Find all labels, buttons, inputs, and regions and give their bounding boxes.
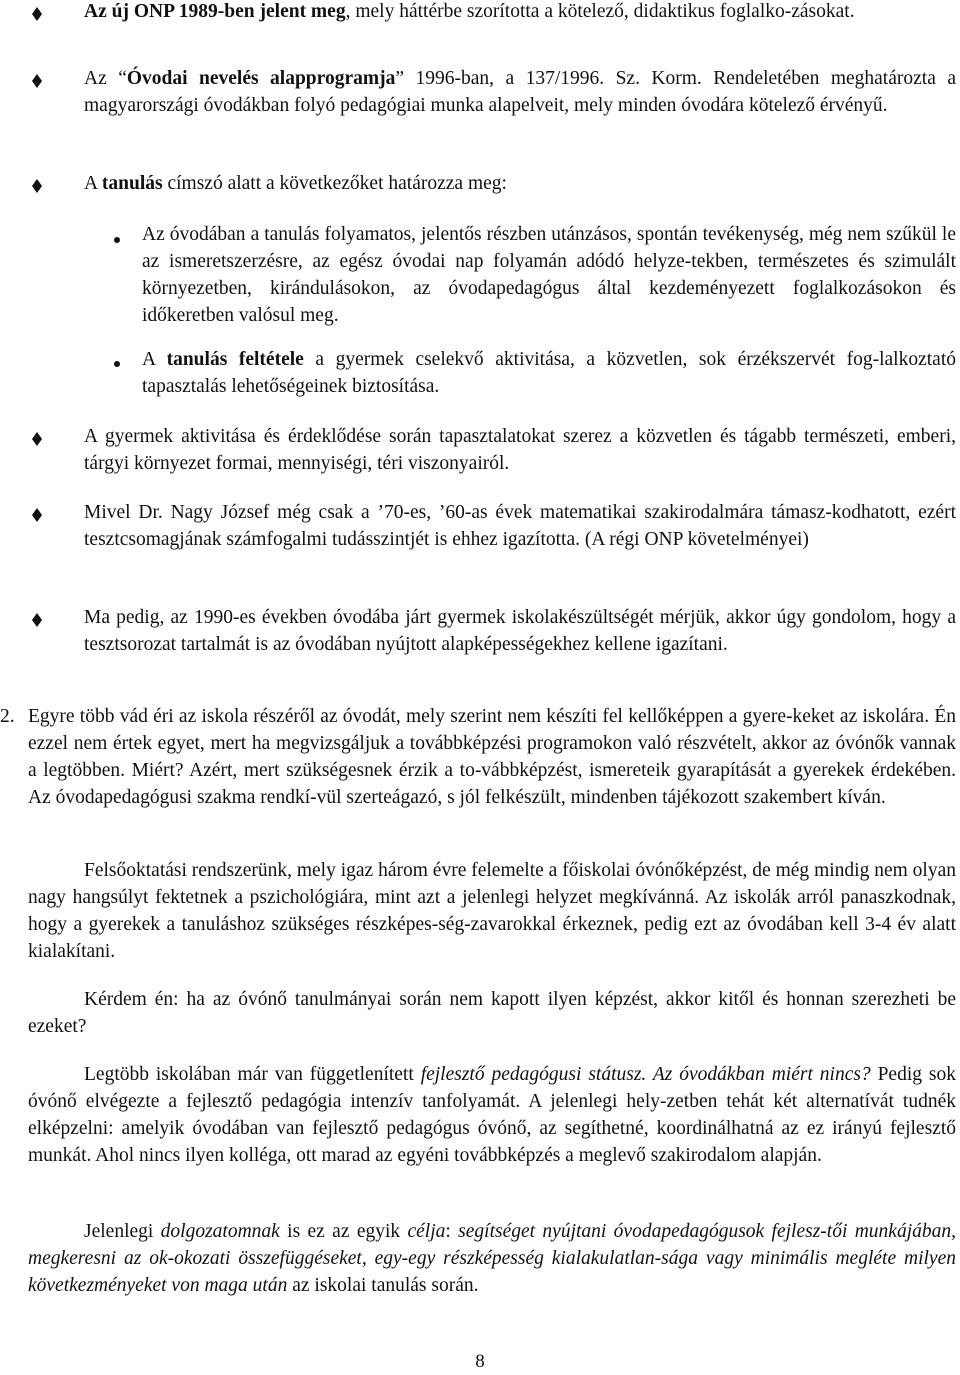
italic-text: célja [407,1221,446,1242]
numbered-item [28,703,956,811]
list-number: 2. [0,706,15,727]
text-run: Legtöbb iskolában már van függetlenített [84,1064,421,1085]
text-run: Felsőoktatási rendszerünk, mely igaz három évre felemelte a főiskolai óvónőképzést, de még mindig nem olyan nagy hangsúlyt fektetnek a pszichológiára, mint azt a jelenlegi helyzet megkívánná. Az iskolák arról panaszkodnak, hogy a gyerekek a tanuláshoz szükséges részképes-ség-zavarokkal érkeznek, pedig ezt az óvodában kell 3-4 év alatt kialakítani. [28,860,956,962]
diamond-bullet-icon [32,613,42,620]
sub-bullet-item [142,346,956,400]
bold-text: tanulás feltétele [166,349,304,370]
diamond-bullet-icon [32,508,42,515]
bullet-item [84,604,956,658]
text-run: A [142,349,167,370]
bullet-item [84,170,956,197]
text-run: ” 1996-ban, a 137/1996. Sz. Korm. Rendeletében meghatározta a magyarországi óvodákban folyó pedagógiai munka alapelveit, mely minden óvodára kötelező érvényű. [84,68,956,116]
bold-text: Az új ONP 1989-ben jelent meg [84,1,346,22]
diamond-bullet-icon [32,432,42,439]
bullet-item [84,0,956,25]
text-run: Egyre több vád éri az iskola részéről az óvodát, mely szerint nem készíti fel kellőképpen a gyere-keket az iskolára. Én ezzel nem értek egyet, mert ha megvizsgáljuk a továbbképzési programokon való részvételt, akkor az óvónők vannak a legtöbben. Miért? Azért, mert szükségesnek érzik a to-vábbképzést, ismereteik gyarapítását a gyerekek érdekében. Az óvodapedagógusi szakma rendkí-vül szerteágazó, s jól felkészült, mindenben tájékozott szakembert kíván. [28,706,956,808]
page-number: 8 [475,1351,485,1372]
text-run: A gyermek aktivitása és érdeklődése során tapasztalatokat szerez a közvetlen és tágabb természeti, emberi, tárgyi környezet formai, mennyiségi, téri viszonyairól. [84,426,956,474]
paragraph [28,1218,956,1299]
text-run: , mely háttérbe szorította a kötelező, didaktikus foglalko-zásokat. [345,1,855,22]
bullet-item [84,423,956,477]
text-run: Pedig sok óvónő elvégezte a fejlesztő pedagógia intenzív tanfolyamát. A jelenlegi hely-zetben tehát két alternatívát tudnék elképzelni: amelyik óvodában van fejlesztő pedagógus óvónő, az segíthetné, koordinálhatná az ez irányú fejlesztő munkát. Ahol nincs ilyen kolléga, ott marad az egyéni továbbképzés a meglevő szakirodalom alapján. [28,1064,957,1166]
text-run: is ez az egyik [279,1221,408,1242]
paragraph [28,1061,956,1169]
sub-bullet-item [142,221,956,329]
bullet-item [84,499,956,553]
text-run: : [445,1221,459,1242]
text-run: Mivel Dr. Nagy József még csak a ’70-es, ’60-as évek matematikai szakirodalmára támasz-kodhatott, ezért tesztcsomagjának számfogalmi tudásszintjét is ehhez igazította. (A régi ONP követelményei) [84,502,956,550]
diamond-bullet-icon [32,74,42,81]
round-bullet-icon [114,361,120,367]
text-run: Ma pedig, az 1990-es években óvodába járt gyermek iskolakészültségét mérjük, akkor úgy gondolom, hogy a tesztsorozat tartalmát is az óvodában nyújtott alapképességekhez kellene igazítani. [84,607,956,655]
text-run: Az óvodában a tanulás folyamatos, jelentős részben utánzásos, spontán tevékenység, még nem szűkül le az ismeretszerzésre, az egész óvodai nap folyamán adódó helyze-tekben, természetes és szimulált környezetben, kirándulásokon, az óvodapedagógus által kezdeményezett foglalkozásokon és időkeretben valósul meg. [142,224,956,326]
text-run: a gyermek cselekvő aktivitása, a közvetlen, sok érzékszervét fog-lalkoztató tapasztalás lehetőségeinek biztosítása. [142,349,956,397]
text-run: Kérdem én: ha az óvónő tanulmányai során nem kapott ilyen képzést, akkor kitől és honnan szerezheti be ezeket? [28,989,956,1037]
round-bullet-icon [114,237,120,243]
paragraph [28,857,956,965]
italic-text: dolgozatomnak [160,1221,280,1242]
text-run: Az “ [84,68,127,89]
bold-text: Óvodai nevelés alapprogramja [126,68,396,89]
text-run: az iskolai tanulás során. [287,1275,479,1296]
bold-text: tanulás [101,173,163,194]
paragraph [28,986,956,1040]
text-run: A [84,173,102,194]
bullet-item [84,65,956,119]
diamond-bullet-icon [32,7,42,14]
diamond-bullet-icon [32,179,42,186]
text-run: címszó alatt a következőket határozza meg: [162,173,507,194]
italic-text: segítséget nyújtani óvodapedagógusok fejlesz-tői munkájában, megkeresni az ok-okozati összefüggéseket, egy-egy részképesség kialakulatlan-sága vagy minimális megléte milyen következményeket von maga után [28,1221,956,1296]
italic-text: fejlesztő pedagógusi státusz. Az óvodákban miért nincs? [420,1064,871,1085]
text-run: Jelenlegi [84,1221,161,1242]
